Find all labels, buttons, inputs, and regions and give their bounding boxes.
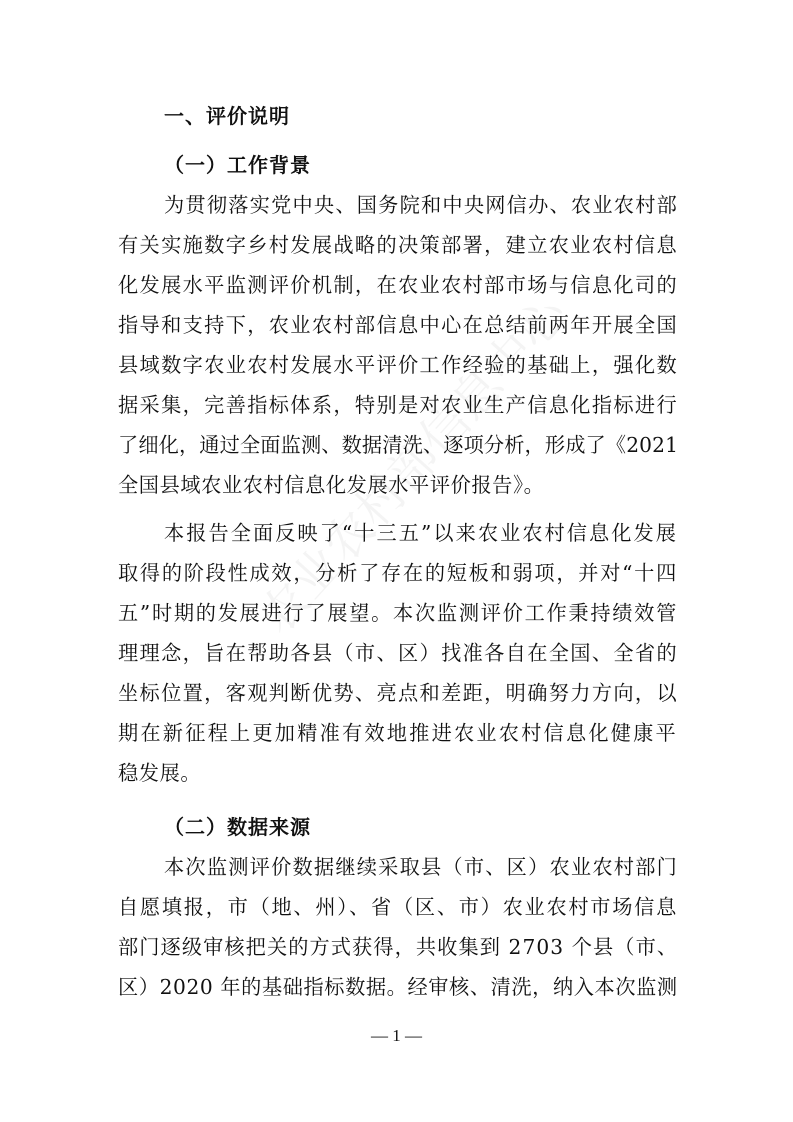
paragraph-line: 县域数字农业农村发展水平评价工作经验的基础上，强化数 — [118, 353, 678, 377]
paragraph-line: 化发展水平监测评价机制，在农业农村部市场与信息化司的 — [118, 273, 678, 297]
paragraph-line: 为贯彻落实党中央、国务院和中央网信办、农业农村部 — [164, 193, 678, 217]
page-number: — 1 — — [371, 1026, 422, 1045]
paragraph-line: 指导和支持下，农业农村部信息中心在总结前两年开展全国 — [118, 313, 678, 337]
paragraph-line: 稳发展。 — [118, 761, 202, 785]
paragraph-line: 区）2020 年的基础指标数据。经审核、清洗，纳入本次监测 — [118, 975, 678, 999]
paragraph-line: 取得的阶段性成效，分析了存在的短板和弱项，并对“十四 — [118, 561, 678, 585]
paragraph-line: 了细化，通过全面监测、数据清洗、逐项分析，形成了《2021 — [118, 433, 678, 457]
paragraph-line: 坐标位置，客观判断优势、亮点和差距，明确努力方向，以 — [118, 681, 678, 705]
main-heading: 一、评价说明 — [164, 104, 290, 128]
paragraph-line: 五”时期的发展进行了展望。本次监测评价工作秉持绩效管 — [118, 601, 678, 625]
paragraph-line: 自愿填报，市（地、州）、省（区、市）农业农村市场信息 — [118, 895, 678, 919]
paragraph-line: 全国县域农业农村信息化发展水平评价报告》。 — [118, 473, 545, 497]
paragraph-line: 有关实施数字乡村发展战略的决策部署，建立农业农村信息 — [118, 233, 678, 257]
section2-heading: （二）数据来源 — [164, 815, 311, 839]
paragraph-line: 据采集，完善指标体系，特别是对农业生产信息化指标进行 — [118, 393, 678, 417]
section1-heading: （一）工作背景 — [164, 153, 311, 177]
paragraph-line: 期在新征程上更加精准有效地推进农业农村信息化健康平 — [118, 721, 678, 745]
paragraph-line: 本报告全面反映了“十三五”以来农业农村信息化发展 — [164, 521, 678, 545]
paragraph-line: 部门逐级审核把关的方式获得，共收集到 2703 个县（市、 — [118, 935, 678, 959]
paragraph-line: 理理念，旨在帮助各县（市、区）找准各自在全国、全省的 — [118, 641, 678, 665]
paragraph-line: 本次监测评价数据继续采取县（市、区）农业农村部门 — [164, 855, 678, 879]
